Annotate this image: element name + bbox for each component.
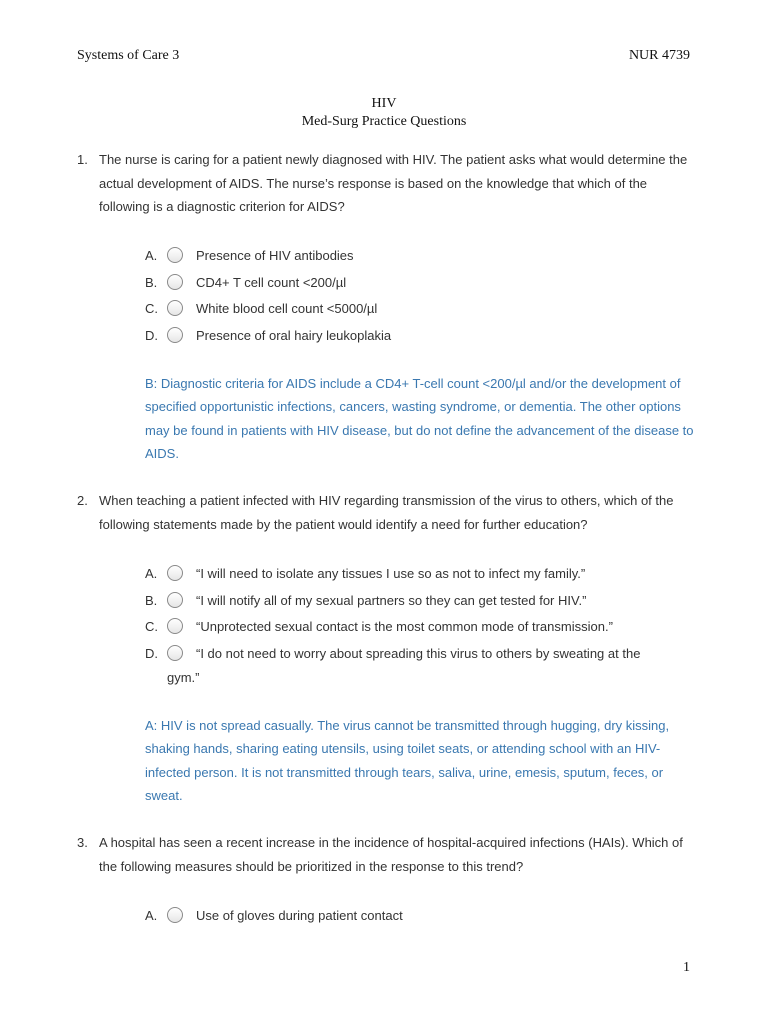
option-c[interactable] xyxy=(145,614,705,641)
option-a[interactable] xyxy=(145,561,705,588)
answer-explanation-1: B: Diagnostic criteria for AIDS include a CD4+ T-cell count <200/µl and/or the development of specified opportunistic infections, cancers, wasting syndrome, or dementia. The other options may be found in patients with HIV disease, but do not define the advancement of the disease to AIDS. xyxy=(145,376,694,461)
title-topic: HIV xyxy=(371,96,397,111)
option-a[interactable] xyxy=(145,903,705,930)
option-a[interactable] xyxy=(145,243,705,270)
option-text: “I will notify all of my sexual partners so they can get tested for HIV.” xyxy=(196,592,587,608)
question-stem: A hospital has seen a recent increase in the incidence of hospital-acquired infections (HAIs). Which of the following measures should be prioritized in the response to this trend? xyxy=(99,835,683,874)
question-3 xyxy=(77,831,697,878)
question-2-options xyxy=(145,561,705,691)
question-stem: When teaching a patient infected with HIV regarding transmission of the virus to others, which of the following statements made by the patient would identify a need for further education? xyxy=(99,493,674,532)
option-text: “I do not need to worry about spreading this virus to others by sweating at the xyxy=(196,645,641,661)
option-text: “I will need to isolate any tissues I use so as not to infect my family.” xyxy=(196,566,586,581)
option-letter: D. xyxy=(145,645,158,661)
option-letter: B. xyxy=(145,274,158,290)
option-letter: C. xyxy=(145,301,158,316)
option-letter: A. xyxy=(145,908,158,923)
question-stem: The nurse is caring for a patient newly diagnosed with HIV. The patient asks what would determine the actual development of AIDS. The nurse’s response is based on the knowledge that which of the following is a diagnostic criterion for AIDS? xyxy=(99,152,688,214)
title-subtitle: Med-Surg Practice Questions xyxy=(301,114,467,129)
question-1 xyxy=(77,148,697,219)
option-text: CD4+ T cell count <200/µl xyxy=(196,274,347,290)
option-letter: C. xyxy=(145,619,158,634)
radio-button[interactable] xyxy=(167,645,183,661)
radio-button[interactable] xyxy=(167,274,183,290)
radio-button[interactable] xyxy=(167,327,183,343)
radio-button[interactable] xyxy=(167,618,183,634)
radio-button[interactable] xyxy=(167,565,183,581)
option-text-continuation: gym.” xyxy=(167,669,200,685)
option-text: Use of gloves during patient contact xyxy=(196,908,403,923)
radio-button[interactable] xyxy=(167,247,183,263)
option-b[interactable] xyxy=(145,588,705,615)
option-b[interactable] xyxy=(145,270,705,297)
option-d[interactable] xyxy=(145,641,705,691)
question-1-options xyxy=(145,243,705,349)
answer-explanation-2: A: HIV is not spread casually. The virus cannot be transmitted through hugging, dry kissing, shaking hands, sharing eating utensils, using toilet seats, or attending school with an HIV-infected person. It is not transmitted through tears, saliva, urine, emesis, sputum, feces, or sweat. xyxy=(145,718,670,803)
option-letter: B. xyxy=(145,592,158,608)
document-title xyxy=(0,95,768,131)
question-2 xyxy=(77,489,697,536)
option-text: Presence of HIV antibodies xyxy=(196,248,354,263)
question-number: 3. xyxy=(77,835,88,850)
option-text: “Unprotected sexual contact is the most common mode of transmission.” xyxy=(196,619,613,634)
option-d[interactable] xyxy=(145,323,705,350)
option-c[interactable] xyxy=(145,296,705,323)
question-3-options xyxy=(145,903,705,930)
radio-button[interactable] xyxy=(167,592,183,608)
question-number: 1. xyxy=(77,152,88,167)
option-letter: A. xyxy=(145,566,158,581)
course-title: Systems of Care 3 xyxy=(77,48,180,63)
question-number: 2. xyxy=(77,493,88,508)
option-text: White blood cell count <5000/µl xyxy=(196,301,378,316)
radio-button[interactable] xyxy=(167,907,183,923)
course-code: NUR 4739 xyxy=(628,48,690,63)
option-letter: D. xyxy=(145,327,158,343)
page-number: 1 xyxy=(683,960,690,975)
radio-button[interactable] xyxy=(167,300,183,316)
option-text: Presence of oral hairy leukoplakia xyxy=(196,327,392,343)
option-letter: A. xyxy=(145,248,158,263)
